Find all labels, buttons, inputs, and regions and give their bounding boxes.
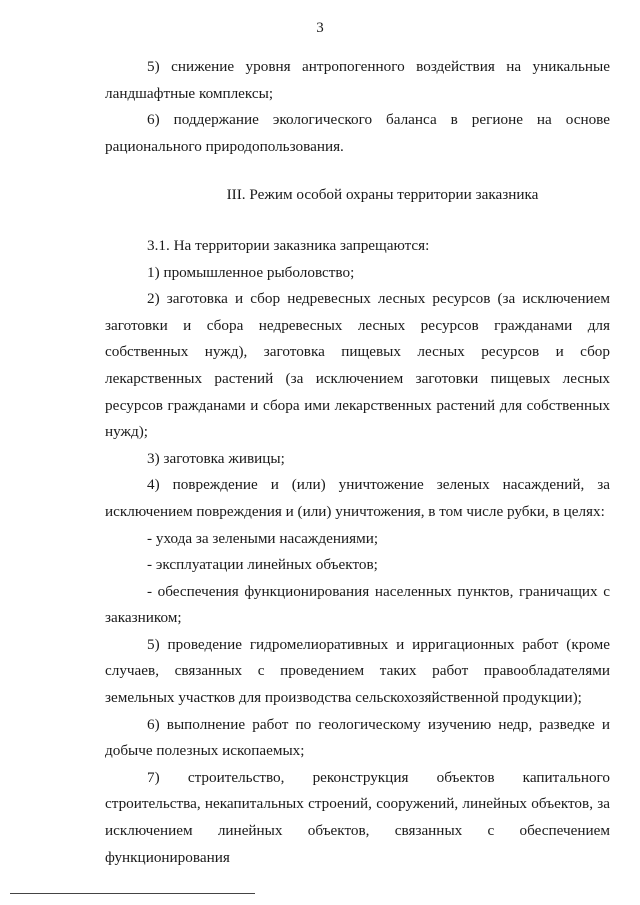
list-item: 4) повреждение и (или) уничтожение зеленых насаждений, за исключением повреждения и (или) уничтожения, в том числе рубки, в целях: — [105, 476, 610, 520]
footer-rule — [10, 893, 255, 894]
page-number: 3 — [316, 20, 324, 36]
list-item: 2) заготовка и сбор недревесных лесных ресурсов (за исключением заготовки и сбора недревесных лесных ресурсов гражданами для собственных нужд), заготовка пищевых лесных ресурсов и сбор лекарственных растений (за исключением заготовки пищевых лесных ресурсов гражданами и сбора ими лекарственных растений для собственных нужд); — [105, 290, 610, 441]
list-item: 7) строительство, реконструкция объектов капитального строительства, некапитальных строений, сооружений, линейных объектов, за исключением линейных объектов, связанных с обеспечением функционирования — [105, 768, 610, 866]
list-item: 1) промышленное рыболовство; — [147, 263, 355, 281]
paragraph: 3.1. На территории заказника запрещаются: — [147, 236, 430, 254]
sub-list-item: - обеспечения функционирования населенных пунктов, граничащих с заказником; — [105, 582, 610, 627]
paragraph: 6) поддержание экологического баланса в регионе на основе рационального природопользования. — [105, 111, 610, 155]
list-item: 3) заготовка живицы; — [147, 449, 285, 467]
sub-list-item: - эксплуатации линейных объектов; — [147, 556, 378, 574]
paragraph: 5) снижение уровня антропогенного воздействия на уникальные ландшафтные комплексы; — [105, 58, 610, 102]
document-body — [105, 54, 610, 871]
sub-list-item: - ухода за зелеными насаждениями; — [147, 529, 379, 547]
list-item: 6) выполнение работ по геологическому изучению недр, разведке и добыче полезных ископаемых; — [105, 715, 610, 760]
section-heading: III. Режим особой охраны территории заказника — [226, 186, 539, 204]
list-item: 5) проведение гидромелиоративных и ирригационных работ (кроме случаев, связанных с проведением таких работ правообладателями земельных участков для производства сельскохозяйственной продукции); — [105, 635, 610, 707]
